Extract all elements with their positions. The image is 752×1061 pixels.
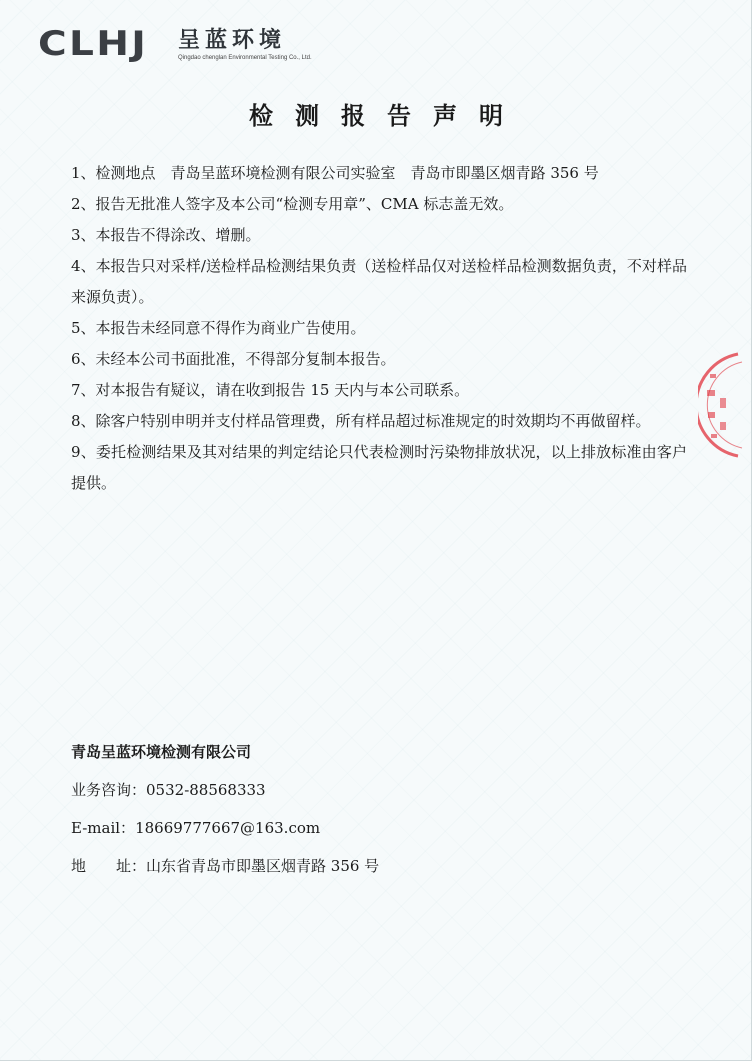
statement-item-9: 9、委托检测结果及其对结果的判定结论只代表检测时污染物排放状况，以上排放标准由客户提供。 — [71, 443, 687, 492]
email-label: E-mail： — [71, 819, 136, 837]
email-line — [71, 818, 671, 838]
statement-item-6: 6、未经本公司书面批准，不得部分复制本报告。 — [71, 350, 396, 368]
address-line — [71, 856, 671, 876]
phone-line — [71, 780, 671, 800]
statement-item-2: 2、报告无批准人签字及本公司“检测专用章”、CMA 标志盖无效。 — [71, 195, 514, 213]
statement-item-3: 3、本报告不得涂改、增删。 — [71, 226, 261, 244]
phone-label: 业务咨询： — [71, 781, 147, 799]
email-address: 18669777667@163.com — [135, 819, 321, 837]
statement-list — [71, 158, 687, 499]
company-name: 青岛呈蓝环境检测有限公司 — [71, 743, 252, 761]
seal-stamp — [698, 350, 752, 460]
statement-item-7: 7、对本报告有疑议，请在收到报告 15 天内与本公司联系。 — [71, 381, 470, 399]
address-label: 地 址： — [71, 857, 147, 875]
logo-mark: CLHJ — [38, 24, 149, 64]
company-logo — [38, 24, 312, 68]
statement-item-8: 8、除客户特别申明并支付样品管理费，所有样品超过标准规定的时效期均不再做留样。 — [71, 412, 651, 430]
logo-text — [178, 28, 312, 61]
logo-english-name: Qingdao chenglan Environmental Testing Co., Ltd. — [178, 55, 312, 61]
address-value: 山东省青岛市即墨区烟青路 356 号 — [146, 857, 380, 875]
logo-chinese-name: 呈蓝环境 — [178, 28, 287, 53]
page-title: 检测报告声明 — [249, 101, 525, 130]
statement-item-1: 1、检测地点 青岛呈蓝环境检测有限公司实验室 青岛市即墨区烟青路 356 号 — [71, 164, 599, 182]
statement-item-5: 5、本报告未经同意不得作为商业广告使用。 — [71, 319, 366, 337]
statement-item-4: 4、本报告只对采样/送检样品检测结果负责（送检样品仅对送检样品检测数据负责，不对样品来源负责）。 — [71, 257, 687, 306]
phone-number: 0532-88568333 — [146, 781, 266, 799]
company-info — [71, 742, 671, 894]
